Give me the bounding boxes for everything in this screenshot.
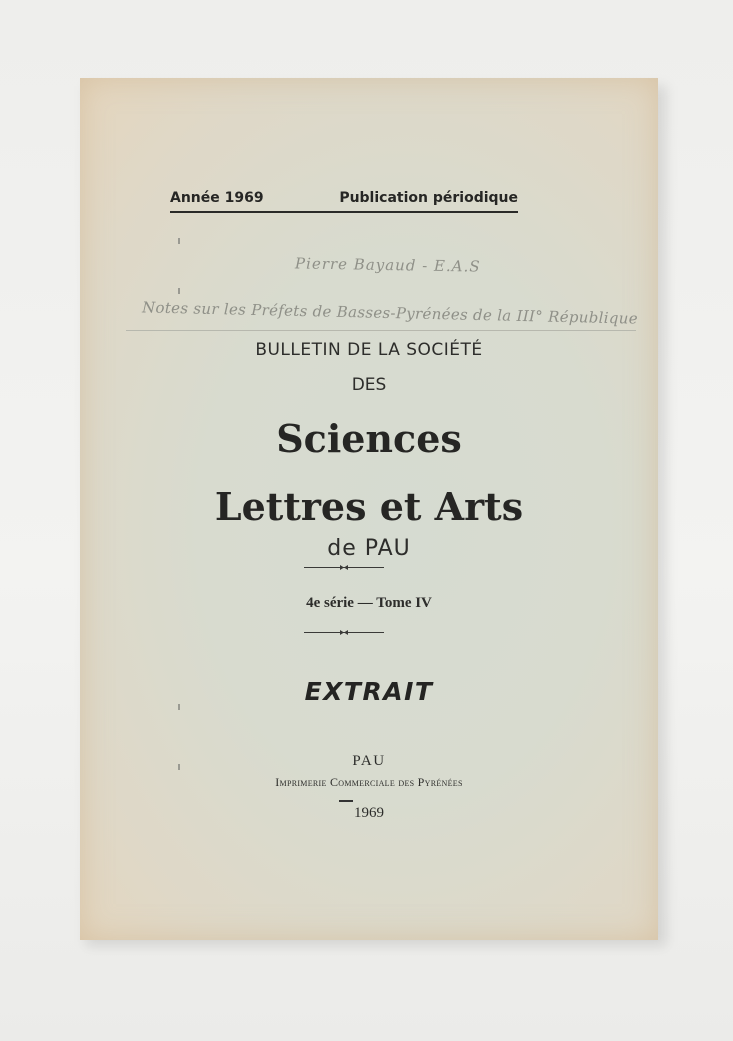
header-publication-type: Publication périodique: [339, 190, 518, 206]
imprint-dash: [339, 800, 353, 802]
series-volume: 4e série — Tome IV: [306, 595, 432, 611]
pencil-underline: [126, 330, 636, 331]
imprint-printer: Imprimerie Commerciale des Pyrénées: [275, 775, 463, 789]
binding-mark: [178, 288, 180, 294]
header-year: Année 1969: [170, 190, 264, 206]
des-line: DES: [351, 375, 387, 395]
imprint-year: 1969: [354, 805, 384, 821]
extract-label: EXTRAIT: [304, 677, 434, 706]
header-bar: [170, 187, 518, 213]
title-de-pau: de PAU: [327, 536, 411, 561]
imprint-city: PAU: [352, 753, 386, 769]
document-cover: [80, 78, 658, 940]
binding-mark: [178, 238, 180, 244]
pencil-title-note: Notes sur les Préfets de Basses-Pyrénées de la III° République: [141, 298, 639, 328]
title-lettres-arts: Lettres et Arts: [214, 484, 524, 529]
ornament-divider: [304, 567, 384, 568]
ornament-divider: [304, 632, 384, 633]
title-sciences: Sciences: [276, 416, 462, 461]
pencil-author-note: Pierre Bayaud - E.A.S: [294, 254, 481, 276]
bulletin-line: BULLETIN DE LA SOCIÉTÉ: [255, 340, 483, 360]
